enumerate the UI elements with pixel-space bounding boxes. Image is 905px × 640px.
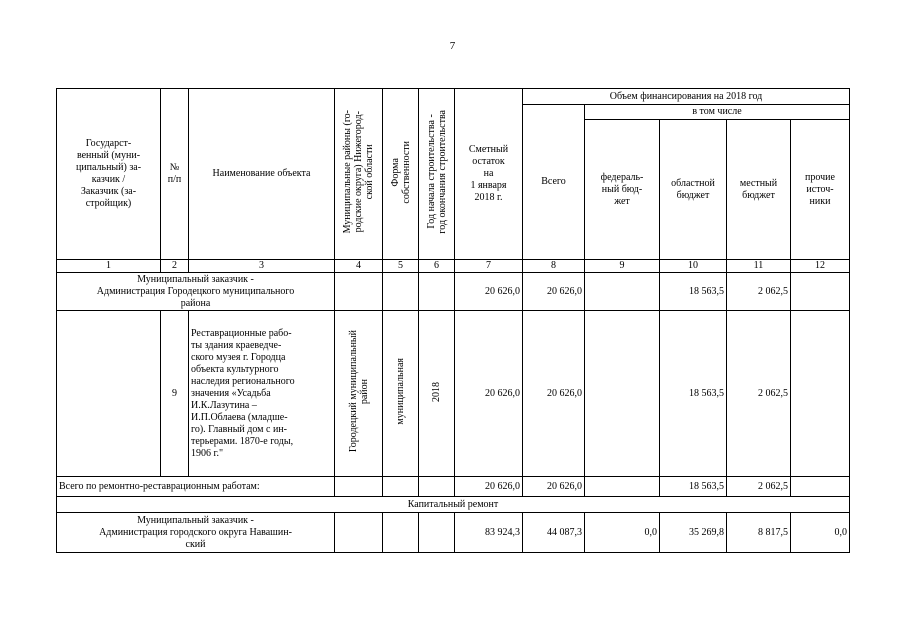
district-cell: Городецкий муниципальный район	[335, 311, 383, 477]
header-customer: Государст- венный (муни- ципальный) за- казчик / Заказчик (за- стройщик)	[57, 89, 161, 260]
federal-cell: 0,0	[585, 513, 660, 553]
column-number: 8	[523, 260, 585, 273]
table-row	[57, 497, 850, 513]
column-number: 2	[161, 260, 189, 273]
financing-table	[56, 88, 850, 553]
regional-cell: 18 563,5	[660, 311, 727, 477]
header-number: № п/п	[161, 89, 189, 260]
local-cell: 2 062,5	[727, 311, 791, 477]
estimate-cell: 20 626,0	[455, 273, 523, 311]
restoration-total-label: Всего по ремонтно-реставрационным работам:	[57, 477, 335, 497]
column-number: 10	[660, 260, 727, 273]
header-local: местный бюджет	[727, 120, 791, 260]
header-funding: Объем финансирования на 2018 год	[523, 89, 850, 105]
header-total: Всего	[523, 105, 585, 260]
customer-label: Муниципальный заказчик - Администрация городского округа Навашин- ский	[57, 513, 335, 553]
table-row	[57, 477, 850, 497]
local-cell: 8 817,5	[727, 513, 791, 553]
regional-cell: 18 563,5	[660, 273, 727, 311]
column-number: 7	[455, 260, 523, 273]
total-cell: 20 626,0	[523, 273, 585, 311]
year-cell: 2018	[419, 311, 455, 477]
column-numbers-row	[57, 260, 850, 273]
total-cell: 20 626,0	[523, 477, 585, 497]
table-row	[57, 273, 850, 311]
column-number: 5	[383, 260, 419, 273]
row-number: 9	[161, 311, 189, 477]
header-districts: Муниципальные районы (го- родские округа) Нижегород- ской области	[335, 89, 383, 260]
object-name: Реставрационные рабо- ты здания краеведче- ского музея г. Городца объекта культурного наследия регионального значения «Усадьба И.К.Лазутина – И.П.Облаева (младше- го). Главный дом с ин- терьерами. 1870-е годы, 1906 г."	[189, 311, 335, 477]
regional-cell: 18 563,5	[660, 477, 727, 497]
column-number: 3	[189, 260, 335, 273]
estimate-cell: 20 626,0	[455, 311, 523, 477]
table-row	[57, 311, 850, 477]
estimate-cell: 20 626,0	[455, 477, 523, 497]
header-other: прочие источ- ники	[791, 120, 850, 260]
table-row	[57, 513, 850, 553]
header-federal: федераль- ный бюд- жет	[585, 120, 660, 260]
total-cell: 20 626,0	[523, 311, 585, 477]
header-ownership: Форма собственности	[383, 89, 419, 260]
local-cell: 2 062,5	[727, 273, 791, 311]
column-number: 1	[57, 260, 161, 273]
local-cell: 2 062,5	[727, 477, 791, 497]
page-number: 7	[449, 40, 456, 52]
header-including: в том числе	[585, 105, 850, 120]
header-object-name: Наименование объекта	[189, 89, 335, 260]
header-estimate: Сметный остаток на 1 января 2018 г.	[455, 89, 523, 260]
regional-cell: 35 269,8	[660, 513, 727, 553]
section-title: Капитальный ремонт	[57, 497, 850, 513]
estimate-cell: 83 924,3	[455, 513, 523, 553]
ownership-cell: муниципальная	[383, 311, 419, 477]
column-number: 4	[335, 260, 383, 273]
header-years: Год начала строительства - год окончания строительства	[419, 89, 455, 260]
column-number: 12	[791, 260, 850, 273]
column-number: 6	[419, 260, 455, 273]
customer-label: Муниципальный заказчик - Администрация Городецкого муниципального района	[57, 273, 335, 311]
column-number: 9	[585, 260, 660, 273]
other-cell: 0,0	[791, 513, 850, 553]
column-number: 11	[727, 260, 791, 273]
total-cell: 44 087,3	[523, 513, 585, 553]
header-regional: областной бюджет	[660, 120, 727, 260]
